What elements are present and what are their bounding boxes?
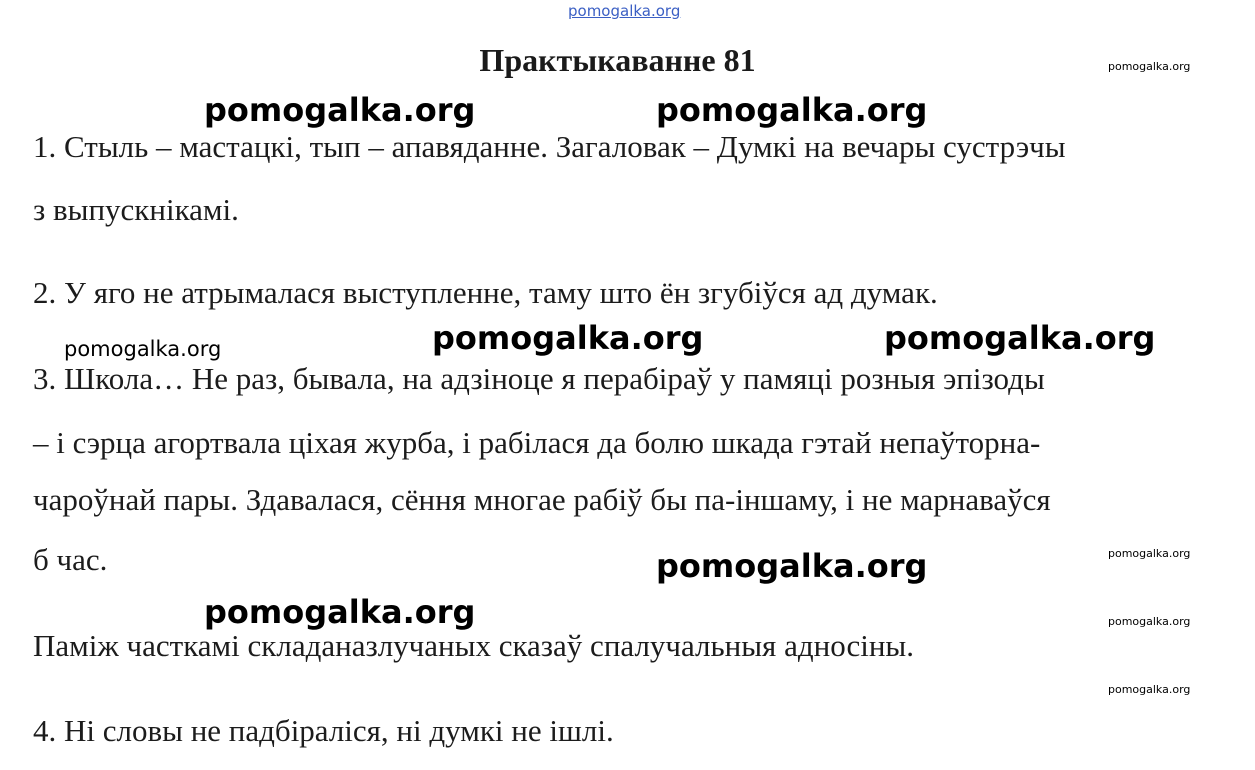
page-title: Практыкаванне 81 (479, 42, 756, 78)
watermark: pomogalka.org (656, 91, 928, 129)
text-line: Паміж часткамі складаназлучаных сказаў спалучальныя адносіны. (33, 628, 915, 663)
watermark: pomogalka.org (204, 593, 476, 631)
watermark: pomogalka.org (204, 91, 476, 129)
watermark: pomogalka.org (1108, 60, 1191, 73)
text-line: чароўнай пары. Здавалася, сёння многае рабіў бы па-іншаму, і не марнаваўся (33, 482, 1051, 517)
text-line: – і сэрца агортвала ціхая журба, і рабілася да болю шкада гэтай непаўторна- (33, 425, 1041, 460)
text-line: з выпускнікамі. (33, 192, 239, 227)
source-link[interactable]: pomogalka.org (568, 2, 681, 20)
watermark: pomogalka.org (1108, 683, 1191, 696)
text-line: 4. Ні словы не падбіраліся, ні думкі не ішлі. (33, 713, 614, 748)
text-line: б час. (33, 542, 108, 577)
watermark: pomogalka.org (656, 547, 928, 585)
text-line: 2. У яго не атрымалася выступленне, таму што ён згубіўся ад думак. (33, 275, 938, 310)
watermark: pomogalka.org (432, 319, 704, 357)
text-line: 1. Стыль – мастацкі, тып – апавяданне. Загаловак – Думкі на вечары сустрэчы (33, 129, 1066, 164)
watermark: pomogalka.org (64, 337, 222, 361)
text-line: 3. Школа… Не раз, бывала, на адзіноце я перабіраў у памяці розныя эпізоды (33, 361, 1045, 396)
watermark: pomogalka.org (1108, 615, 1191, 628)
watermark: pomogalka.org (1108, 547, 1191, 560)
watermark: pomogalka.org (884, 319, 1156, 357)
